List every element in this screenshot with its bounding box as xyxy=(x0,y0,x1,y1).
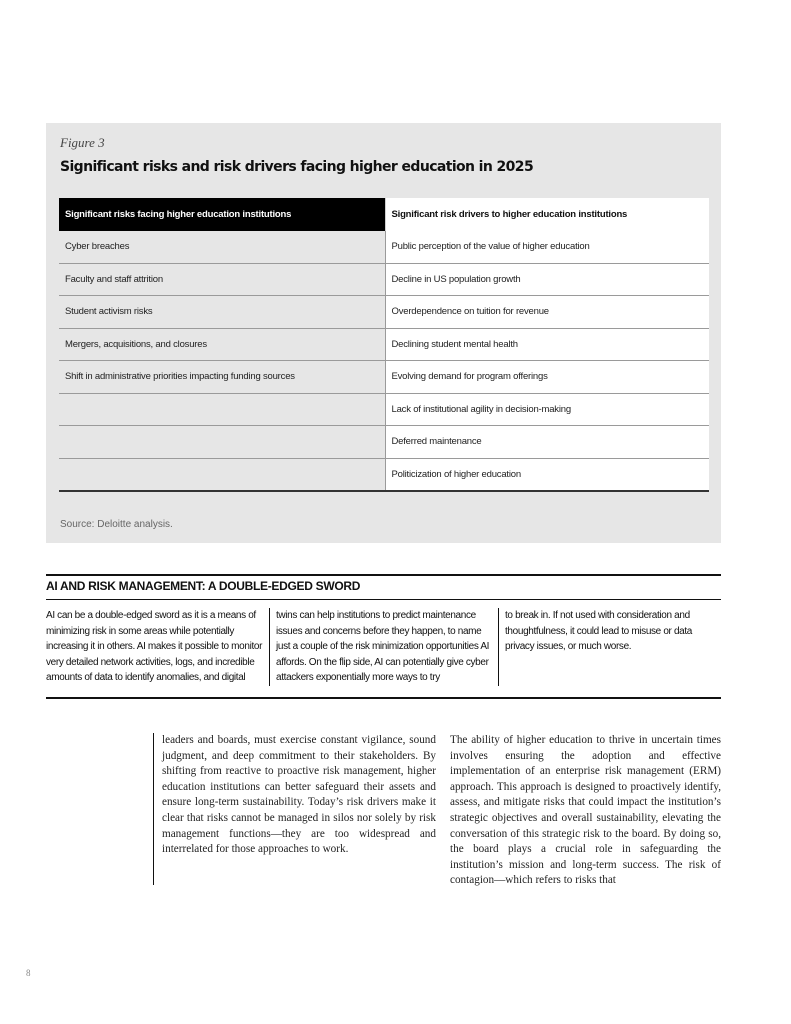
driver-cell: Lack of institutional agility in decision-making xyxy=(385,393,709,426)
driver-cell: Overdependence on tuition for revenue xyxy=(385,296,709,329)
header-risks: Significant risks facing higher education institutions xyxy=(59,198,385,231)
risks-table xyxy=(59,198,709,492)
sidebar-top-rule xyxy=(46,574,721,576)
risk-cell: Mergers, acquisitions, and closures xyxy=(59,328,385,361)
table-row xyxy=(59,393,709,426)
driver-cell: Evolving demand for program offerings xyxy=(385,361,709,394)
sidebar-title: AI AND RISK MANAGEMENT: A DOUBLE-EDGED SWORD xyxy=(46,579,361,593)
table-row xyxy=(59,458,709,491)
table-row xyxy=(59,328,709,361)
driver-cell: Politicization of higher education xyxy=(385,458,709,491)
body-column-2: The ability of higher education to thrive in uncertain times involves ensuring the adoption and effective implementation of an enterprise risk management (ERM) approach. This approach is designed to proactively identify, assess, and mitigate risks that could impact the institution’s strategic objectives and overall sustainability, elevating the conversation of this strategic risk to the board. By doing so, the board plays a crucial role in safeguarding the institution’s mission and long-term success. The risk of contagion—which refers to risks that xyxy=(450,734,721,887)
sidebar-title-rule xyxy=(46,599,721,600)
driver-cell: Public perception of the value of higher education xyxy=(385,231,709,263)
figure-panel xyxy=(46,123,721,543)
figure-label: Figure 3 xyxy=(60,135,105,150)
driver-cell: Decline in US population growth xyxy=(385,263,709,296)
table-header-row xyxy=(59,198,709,231)
header-risk-drivers: Significant risk drivers to higher education institutions xyxy=(385,198,709,231)
risk-cell: Shift in administrative priorities impacting funding sources xyxy=(59,361,385,394)
sidebar-column-2: twins can help institutions to predict maintenance issues and concerns before they happen, to name just a couple of the risk minimization opportunities AI affords. On the flip side, AI can potentially give cyber attackers exponentially more ways to try xyxy=(276,610,490,683)
risk-cell: Faculty and staff attrition xyxy=(59,263,385,296)
risk-cell xyxy=(59,393,385,426)
risk-cell xyxy=(59,426,385,459)
table-row xyxy=(59,231,709,263)
page-number: 8 xyxy=(26,968,31,978)
sidebar-column-3: to break in. If not used with consideration and thoughtfulness, it could lead to misuse or data privacy issues, or much worse. xyxy=(505,610,693,652)
table-row xyxy=(59,426,709,459)
table-row xyxy=(59,263,709,296)
body-margin-rule xyxy=(153,733,154,885)
risk-cell: Cyber breaches xyxy=(59,231,385,263)
table-row xyxy=(59,361,709,394)
body-column-1: leaders and boards, must exercise constant vigilance, sound judgment, and deep commitment to their stakeholders. By shifting from reactive to proactive risk management, higher education institutions can better safeguard their assets and ensure long-term sustainability. Today’s risk drivers make it clear that risks cannot be managed in silos nor solely by risk management functions—they are too widespread and interrelated for those approaches to work. xyxy=(162,734,436,856)
risk-cell xyxy=(59,458,385,491)
driver-cell: Declining student mental health xyxy=(385,328,709,361)
table-row xyxy=(59,296,709,329)
figure-title: Significant risks and risk drivers facing higher education in 2025 xyxy=(60,159,534,175)
sidebar-column-divider xyxy=(498,608,499,686)
sidebar-bottom-rule xyxy=(46,697,721,699)
sidebar-column-1: AI can be a double-edged sword as it is a means of minimizing risk in some areas while potentially increasing it in others. AI makes it possible to monitor very detailed network activities, logs, and incredible amounts of data to identify anomalies, and digital xyxy=(46,610,263,683)
risk-cell: Student activism risks xyxy=(59,296,385,329)
figure-source: Source: Deloitte analysis. xyxy=(60,519,173,530)
sidebar-column-divider xyxy=(269,608,270,686)
driver-cell: Deferred maintenance xyxy=(385,426,709,459)
